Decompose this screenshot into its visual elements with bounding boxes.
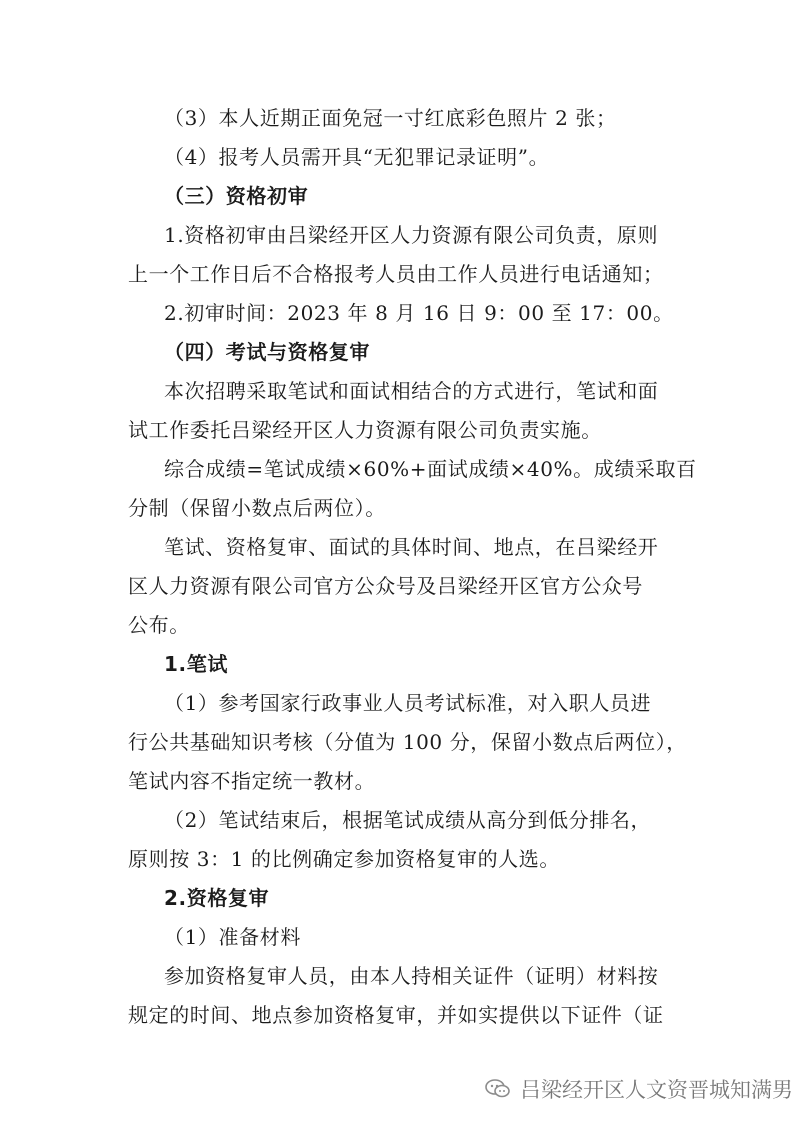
paragraph-initial-review-time: 2.初审时间：2023 年 8 月 16 日 9：00 至 17：00。: [164, 301, 674, 325]
paragraph-prepare-materials: （1）准备材料: [164, 925, 301, 949]
paragraph-publication-cont: 区人力资源有限公司官方公众号及吕梁经开区官方公众号: [128, 574, 643, 598]
paragraph-written-exam-1-cont: 行公共基础知识考核（分值为 100 分，保留小数点后两位），: [128, 730, 687, 754]
item-3-photo: （3）本人近期正面免冠一寸红底彩色照片 2 张；: [164, 106, 617, 130]
paragraph-written-exam-1-end: 笔试内容不指定统一教材。: [128, 769, 376, 793]
section-heading-initial-review: （三）资格初审: [164, 184, 309, 208]
paragraph-written-exam-2: （2）笔试结束后，根据笔试成绩从高分到低分排名，: [164, 808, 652, 832]
wechat-icon: [484, 1077, 512, 1101]
section-heading-exam-review: （四）考试与资格复审: [164, 340, 370, 364]
paragraph-score-cont: 分制（保留小数点后两位）。: [128, 496, 386, 520]
subheading-written-exam: 1.笔试: [164, 652, 228, 676]
paragraph-written-exam-2-cont: 原则按 3：1 的比例确定参加资格复审的人选。: [128, 847, 560, 871]
paragraph-score: 综合成绩=笔试成绩×60%+面试成绩×40%。成绩采取百: [164, 457, 697, 481]
paragraph-review-materials: 参加资格复审人员，由本人持相关证件（证明）材料按: [164, 964, 659, 988]
item-4-certificate: （4）报考人员需开具“无犯罪记录证明”。: [164, 145, 550, 169]
wechat-watermark: [484, 1074, 793, 1104]
subheading-qualification-review: 2.资格复审: [164, 886, 270, 910]
paragraph-exam-method-cont: 试工作委托吕梁经开区人力资源有限公司负责实施。: [128, 418, 602, 442]
paragraph-initial-review-1: 1.资格初审由吕梁经开区人力资源有限公司负责，原则: [164, 223, 659, 247]
paragraph-review-materials-cont: 规定的时间、地点参加资格复审，并如实提供以下证件（证: [128, 1003, 664, 1027]
paragraph-publication-end: 公布。: [128, 613, 190, 637]
paragraph-publication: 笔试、资格复审、面试的具体时间、地点，在吕梁经开: [164, 535, 659, 559]
watermark-text: 吕梁经开区人文资晋城知满男: [520, 1078, 793, 1102]
paragraph-written-exam-1: （1）参考国家行政事业人员考试标准，对入职人员进: [164, 691, 652, 715]
paragraph-initial-review-1-cont: 上一个工作日后不合格报考人员由工作人员进行电话通知；: [128, 262, 664, 286]
paragraph-exam-method: 本次招聘采取笔试和面试相结合的方式进行，笔试和面: [164, 379, 659, 403]
